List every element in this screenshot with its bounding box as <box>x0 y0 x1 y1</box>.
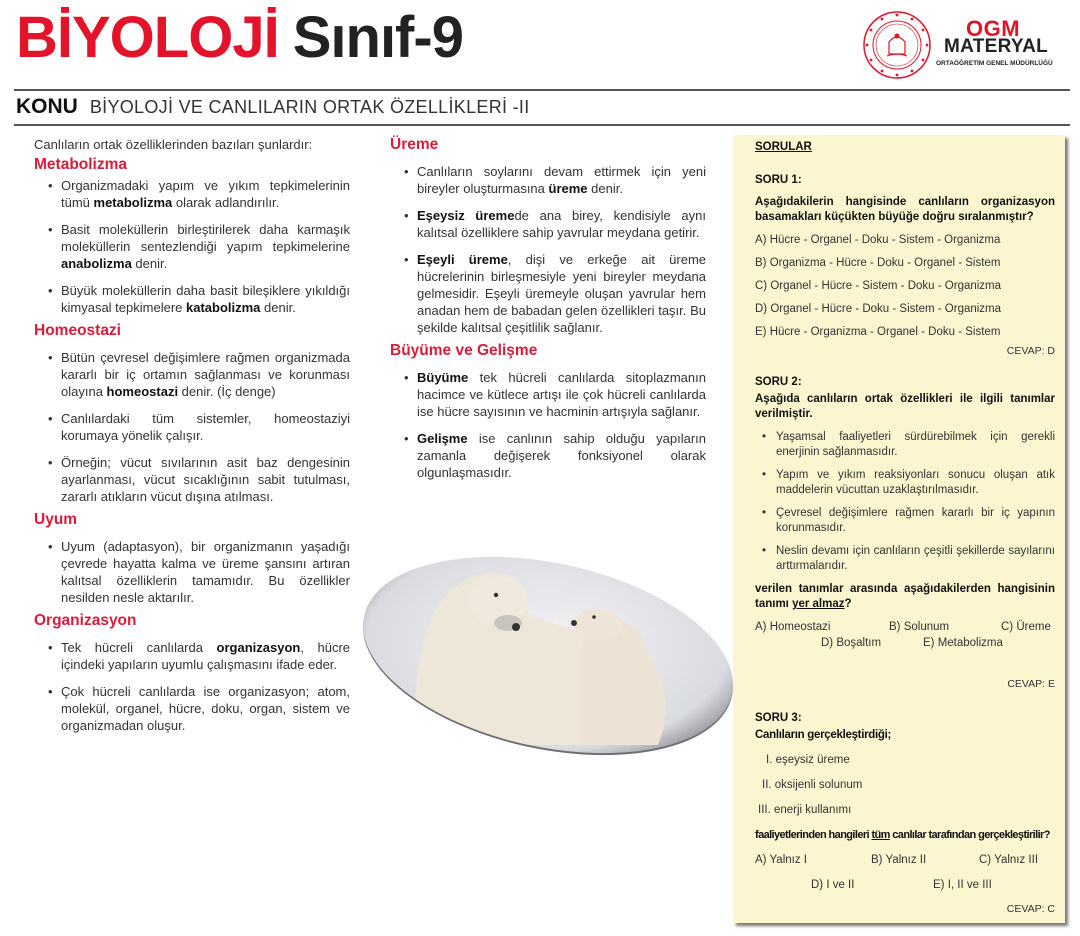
option: B) Yalnız II <box>871 854 927 866</box>
statement: III. enerji kullanımı <box>758 804 852 816</box>
option: E) Metabolizma <box>923 637 1003 649</box>
option: C) Üreme <box>1001 621 1051 633</box>
list-item: • Büyük moleküllerin daha basit bileşiklere yıkıldığı kimyasal tepkimelere katabolizma denir. <box>34 282 350 316</box>
list-item: • Neslin devamı için canlıların çeşitli şekillerde sayılarını arttırmalarıdır. <box>755 544 1055 574</box>
options-grid <box>755 853 1055 893</box>
question-2 <box>755 375 1055 654</box>
meb-seal-icon <box>862 10 932 80</box>
question-text: Aşağıdakilerin hangisinde canlıların organizasyon basamakları küçükten büyüğe doğru sıralanmıştır? <box>755 196 1055 223</box>
list-item: • Canlıların soylarını devam ettirmek için yeni bireyler oluşturmasına üreme denir. <box>390 163 706 197</box>
list-item: • Canlılardaki tüm sistemler, homeostaziyi korumaya yönelik çalışır. <box>34 410 350 444</box>
list-item: • Büyüme tek hücreli canlılarda sitoplazmanın hacimce ve kütlece artışı ile çok hücreli canlılarda ise hücre sayısının ve hacminin artışıyla sağlanır. <box>390 369 706 420</box>
heading-uyum: Uyum <box>34 511 78 528</box>
logo-subtitle: ORTAÖĞRETİM GENEL MÜDÜRLÜĞÜ <box>936 60 1053 67</box>
heading-homeostazi: Homeostazi <box>34 322 121 339</box>
option: E) Hücre - Organizma - Organel - Doku - Sistem <box>755 326 1001 338</box>
question-label: SORU 2: <box>755 376 802 388</box>
list-item: • Eşeysiz üremede ana birey, kendisiyle aynı kalıtsal özelliklere sahip yavrular meydana getirir. <box>390 207 706 241</box>
polar-bear-image <box>358 545 738 765</box>
option: C) Organel - Hücre - Sistem - Doku - Organizma <box>755 280 1002 292</box>
question-label: SORU 1: <box>755 174 802 186</box>
topic-text: BİYOLOJİ VE CANLILARIN ORTAK ÖZELLİKLERİ -II <box>89 97 530 117</box>
answer-3: CEVAP: C <box>1006 903 1055 915</box>
intro-text: Canlıların ortak özelliklerinden bazıları şunlardır: <box>34 137 313 152</box>
heading-buyume-gelisme: Büyüme ve Gelişme <box>390 342 538 359</box>
question-label: SORU 3: <box>755 712 802 724</box>
metabolizma-list <box>34 177 350 316</box>
option: E) I, II ve III <box>933 879 992 891</box>
list-item: • Basit moleküllerin birleştirilerek daha karmaşık moleküllerin sentezlendiği yapım tepkimelerine anabolizma denir. <box>34 221 350 272</box>
question-text: Canlıların gerçekleştirdiği; <box>755 729 892 741</box>
option: B) Solunum <box>889 621 950 633</box>
middle-column <box>390 136 706 481</box>
page-title <box>16 4 463 71</box>
topic-label: KONU <box>16 95 78 118</box>
divider-top <box>14 89 1070 91</box>
ureme-list <box>390 163 706 336</box>
logo-materyal-text: MATERYAL <box>944 36 1049 57</box>
organizasyon-list <box>34 639 350 734</box>
statement: II. oksijenli solunum <box>762 779 863 791</box>
definition-list <box>755 430 1055 574</box>
list-item: • Çevresel değişimlere rağmen kararlı bir iç yapının korunmasıdır. <box>755 506 1055 536</box>
options-grid <box>755 620 1055 654</box>
list-item: • Yaşamsal faaliyetleri sürdürebilmek için gerekli enerjinin sağlanmasıdır. <box>755 430 1055 460</box>
heading-metabolizma: Metabolizma <box>34 156 128 173</box>
option: C) Yalnız III <box>979 854 1039 866</box>
question-3 <box>755 711 1055 893</box>
buyume-list <box>390 369 706 481</box>
divider-bottom <box>14 124 1070 126</box>
option: D) I ve II <box>811 879 855 891</box>
option: D) Boşaltım <box>821 637 882 649</box>
list-item: • Organizmadaki yapım ve yıkım tepkimelerinin tümü metabolizma olarak adlandırılır. <box>34 177 350 211</box>
questions-title: SORULAR <box>755 141 812 153</box>
ogm-materyal-logo <box>862 10 1072 85</box>
left-column <box>34 136 350 734</box>
questions-panel <box>733 135 1065 923</box>
question-text: Aşağıda canlıların ortak özellikleri ile ilgili tanımlar verilmiştir. <box>755 393 1055 420</box>
list-item: • Örneğin; vücut sıvılarının asit baz dengesinin ayarlanması, vücut sıcaklığının sabit tutulması, zararlı atıkların vücut dışına atılması. <box>34 454 350 505</box>
answer-2: CEVAP: E <box>1007 678 1055 690</box>
list-item: • Uyum (adaptasyon), bir organizmanın yaşadığı çevrede hayatta kalma ve üreme şansını artıran kalıtsal özelliklerin tamamıdır. Bu özellikler nesilden nesle aktarılır. <box>34 538 350 606</box>
option: A) Yalnız I <box>755 854 807 866</box>
list-item: • Gelişme ise canlının sahip olduğu yapıların zamanla değişerek fonksiyonel olarak olgunlaşmasıdır. <box>390 430 706 481</box>
option: A) Hücre - Organel - Doku - Sistem - Organizma <box>755 234 1001 246</box>
heading-ureme: Üreme <box>390 136 439 153</box>
list-item: • Çok hücreli canlılarda ise organizasyon; atom, molekül, organel, hücre, doku, organ, sistem ve organizmadan oluşur. <box>34 683 350 734</box>
question-prompt: faaliyetlerinden hangileri tüm canlılar tarafından gerçekleştirilir? <box>755 829 1050 841</box>
question-prompt: verilen tanımlar arasında aşağıdakilerden hangisinin tanımı yer almaz? <box>755 583 1055 610</box>
list-item: • Bütün çevresel değişimlere rağmen organizmada kararlı bir iç ortamın sağlanması ve korunması olayına homeostazi denir. (İç denge) <box>34 349 350 400</box>
logo-ogm-text: OGM <box>966 16 1021 41</box>
list-item: • Yapım ve yıkım reaksiyonları sonucu oluşan atık maddelerin vücuttan uzaklaştırılmasıdır. <box>755 468 1055 498</box>
option: A) Homeostazi <box>755 621 831 633</box>
option: D) Organel - Hücre - Doku - Sistem - Organizma <box>755 303 1002 315</box>
statement: I. eşeysiz üreme <box>766 754 850 766</box>
list-item: • Tek hücreli canlılarda organizasyon, hücre içindeki yapıların uyumlu çalışmasını ifade eder. <box>34 639 350 673</box>
grade-title: Sınıf-9 <box>292 5 463 70</box>
question-1 <box>755 173 1055 340</box>
uyum-list <box>34 538 350 606</box>
answer-1: CEVAP: D <box>1006 345 1055 357</box>
topic-bar <box>16 95 530 119</box>
homeostazi-list <box>34 349 350 505</box>
option: B) Organizma - Hücre - Doku - Organel - Sistem <box>755 257 1001 269</box>
heading-organizasyon: Organizasyon <box>34 612 137 629</box>
list-item: • Eşeyli üreme, dişi ve erkeğe ait üreme hücrelerinin birleşmesiyle yeni bireyler meydana gelmesidir. Eşeyli üremeyle oluşan yavrular hem anadan hem de babadan gelen özellikleri taşır. Bu şekilde kalıtsal çeşitlilik sağlanır. <box>390 251 706 336</box>
subject-title: BİYOLOJİ <box>16 5 279 70</box>
